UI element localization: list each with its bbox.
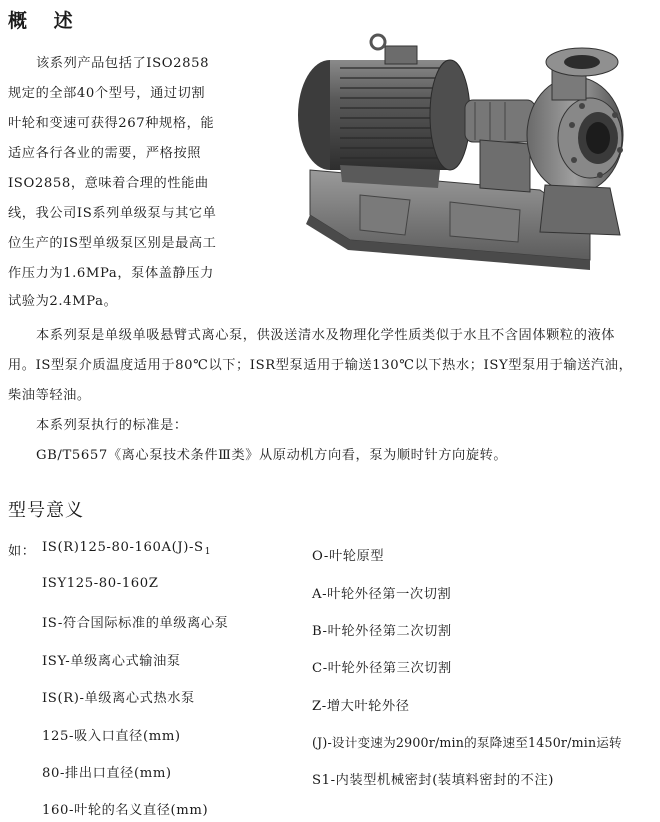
model-suffix-item: O-叶轮原型 [312,549,385,564]
model-meaning-item: 125-吸入口直径(mm) [42,729,181,744]
description-line: 柴油等轻油。 [8,388,91,403]
model-heading: 型号意义 [8,500,84,521]
overview-line: 位生产的IS型单级泵区别是最高工 [8,236,217,251]
model-suffix-item: Z-增大叶轮外径 [312,699,410,714]
model-suffix-item: A-叶轮外径第一次切割 [312,587,452,602]
model-suffix-item: C-叶轮外径第三次切割 [312,661,452,676]
overview-line: 线，我公司IS系列单级泵与其它单 [8,206,217,221]
model-example [42,540,211,557]
model-meaning-item: IS-符合国际标准的单级离心泵 [42,616,229,631]
overview-line: 适应各行各业的需要，严格按照 [8,146,202,161]
overview-line: 规定的全部40个型号，通过切割 [8,86,206,101]
model-meaning-item: 80-排出口直径(mm) [42,766,172,781]
model-example-subscript: 1 [204,547,212,557]
model-meaning-item: IS(R)-单级离心式热水泵 [42,691,195,706]
model-example: ISY125-80-160Z [42,576,159,591]
standard-text: GB/T5657《离心泵技术条件Ⅲ类》从原动机方向看，泵为顺时针方向旋转。 [36,448,508,463]
model-meaning-item: ISY-单级离心式输油泵 [42,654,181,669]
model-suffix-item: B-叶轮外径第二次切割 [312,624,452,639]
overview-heading: 概 述 [8,10,83,32]
model-suffix-item: (J)-设计变速为2900r/min的泵降速至1450r/min运转 [312,735,622,750]
model-meaning-item: 160-叶轮的名义直径(mm) [42,803,209,818]
model-suffix-item: S1-内装型机械密封(装填料密封的不注) [312,773,554,788]
example-prefix: 如： [8,544,36,559]
description-line: 本系列泵是单级单吸悬臂式离心泵，供汲送清水及物理化学性质类似于水且不含固体颗粒的液体 [36,328,616,343]
pump-product-image [290,20,652,278]
description-line: 用。IS型泵介质温度适用于80℃以下；ISR型泵适用于输送130℃以下热水；ISY型泵用于输送汽油， [8,358,633,373]
overview-line: 作压力为1.6MPa，泵体盖静压力 [8,266,214,281]
overview-line: 试验为2.4MPa。 [8,294,118,309]
model-example-code: IS(R)125-80-160A(J)-S [42,540,204,555]
standard-intro: 本系列泵执行的标准是： [36,418,188,433]
overview-line: ISO2858，意味着合理的性能曲 [8,176,209,191]
overview-line: 该系列产品包括了ISO2858 [36,56,210,71]
overview-line: 叶轮和变速可获得267种规格，能 [8,116,215,131]
